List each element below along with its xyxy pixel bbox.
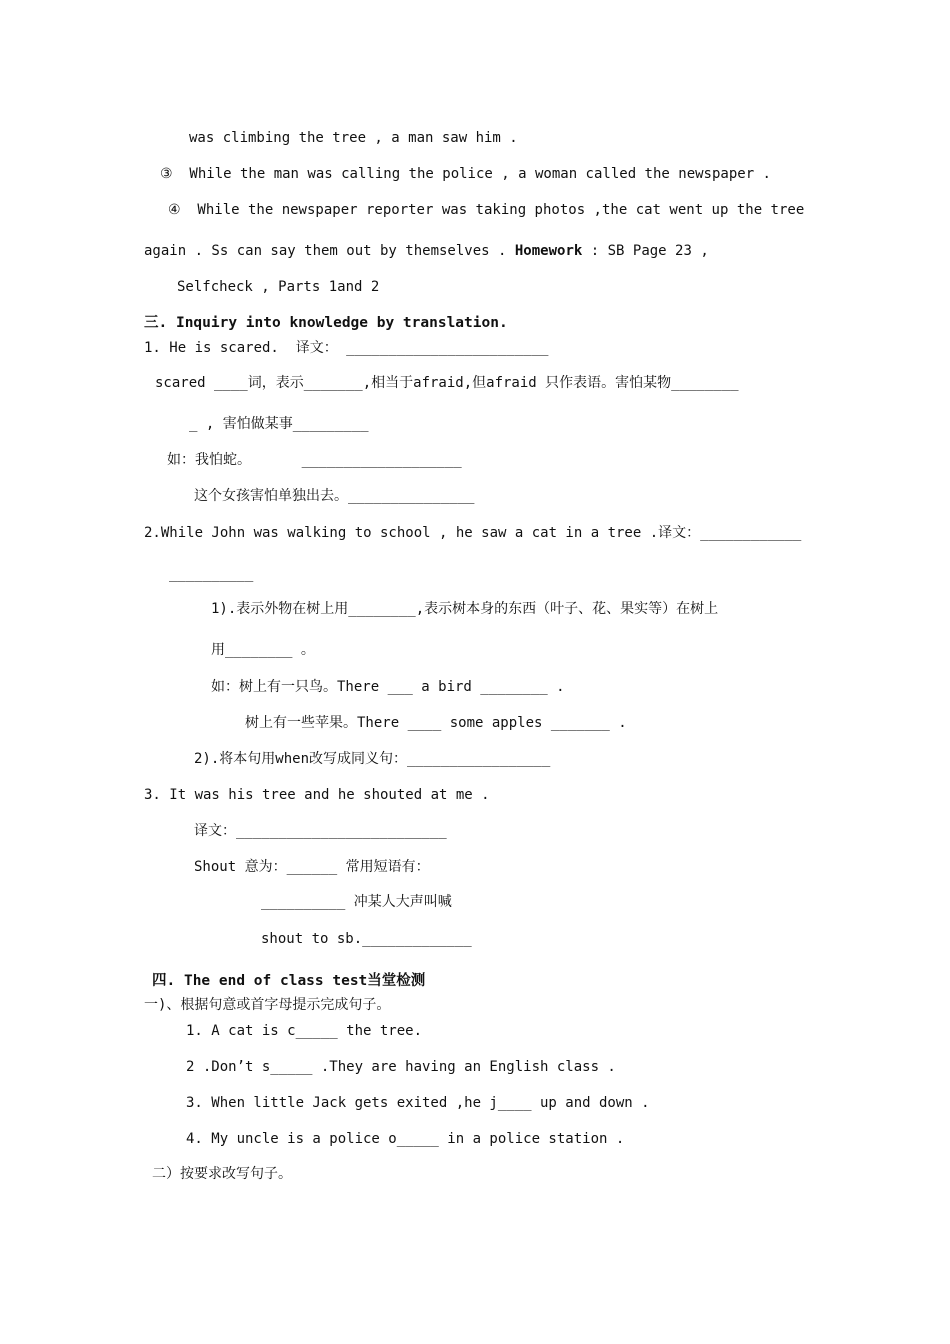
text-line: 2 .Don’t s_____ .They are having an English class .: [186, 1059, 616, 1075]
text-line: 1).表示外物在树上用________,表示树本身的东西（叶子、花、果实等）在树上: [211, 601, 719, 617]
text-line: scared ____词，表示_______,相当于afraid,但afraid 只作表语。害怕某物________: [155, 375, 739, 391]
text-line: shout to sb._____________: [261, 931, 472, 947]
text-line: 如：树上有一只鸟。There ___ a bird ________ .: [211, 679, 565, 695]
section-heading: 四. The end of class test当堂检测: [152, 973, 426, 989]
text-line: ④ While the newspaper reporter was taking photos ,the cat went up the tree: [168, 202, 805, 218]
text-line: ③ While the man was calling the police , a woman called the newspaper .: [160, 166, 771, 182]
text-line: 用________ 。: [211, 642, 315, 658]
text-line: Shout 意为：______ 常用短语有：: [194, 859, 430, 875]
text-line: 这个女孩害怕单独出去。_______________: [194, 488, 475, 504]
text-line: 如：我怕蛇。 ___________________: [167, 452, 462, 468]
text-line: 4. My uncle is a police o_____ in a police station .: [186, 1131, 625, 1147]
text-line: __________ 冲某人大声叫喊: [261, 894, 452, 910]
text-line: 2).将本句用when改写成同义句：_________________: [194, 751, 551, 767]
text-line: 1. A cat is c_____ the tree.: [186, 1023, 423, 1039]
text-line: 2.While John was walking to school , he saw a cat in a tree .译文：____________: [144, 525, 802, 541]
section-heading: 三. Inquiry into knowledge by translation.: [144, 315, 508, 331]
text-line: 3. When little Jack gets exited ,he j____ up and down .: [186, 1095, 650, 1111]
text-line: 译文：_________________________: [194, 823, 447, 839]
text-line: [144, 241, 709, 261]
text-line: Selfcheck , Parts 1and 2: [177, 279, 380, 295]
text-span: : SB Page 23 ,: [582, 243, 709, 259]
text-line: __________: [169, 566, 254, 582]
text-line: _ , 害怕做某事_________: [189, 416, 369, 432]
text-line: was climbing the tree , a man saw him .: [189, 130, 518, 146]
text-line: 一)、根据句意或首字母提示完成句子。: [144, 997, 391, 1013]
text-line: 1. He is scared. 译文： ________________________: [144, 340, 549, 356]
text-span: again . Ss can say them out by themselves .: [144, 243, 515, 259]
text-line: 3. It was his tree and he shouted at me .: [144, 787, 490, 803]
text-line: 树上有一些苹果。There ____ some apples _______ .: [245, 715, 627, 731]
text-line: 二）按要求改写句子。: [152, 1166, 292, 1182]
homework-label: Homework: [514, 243, 583, 259]
